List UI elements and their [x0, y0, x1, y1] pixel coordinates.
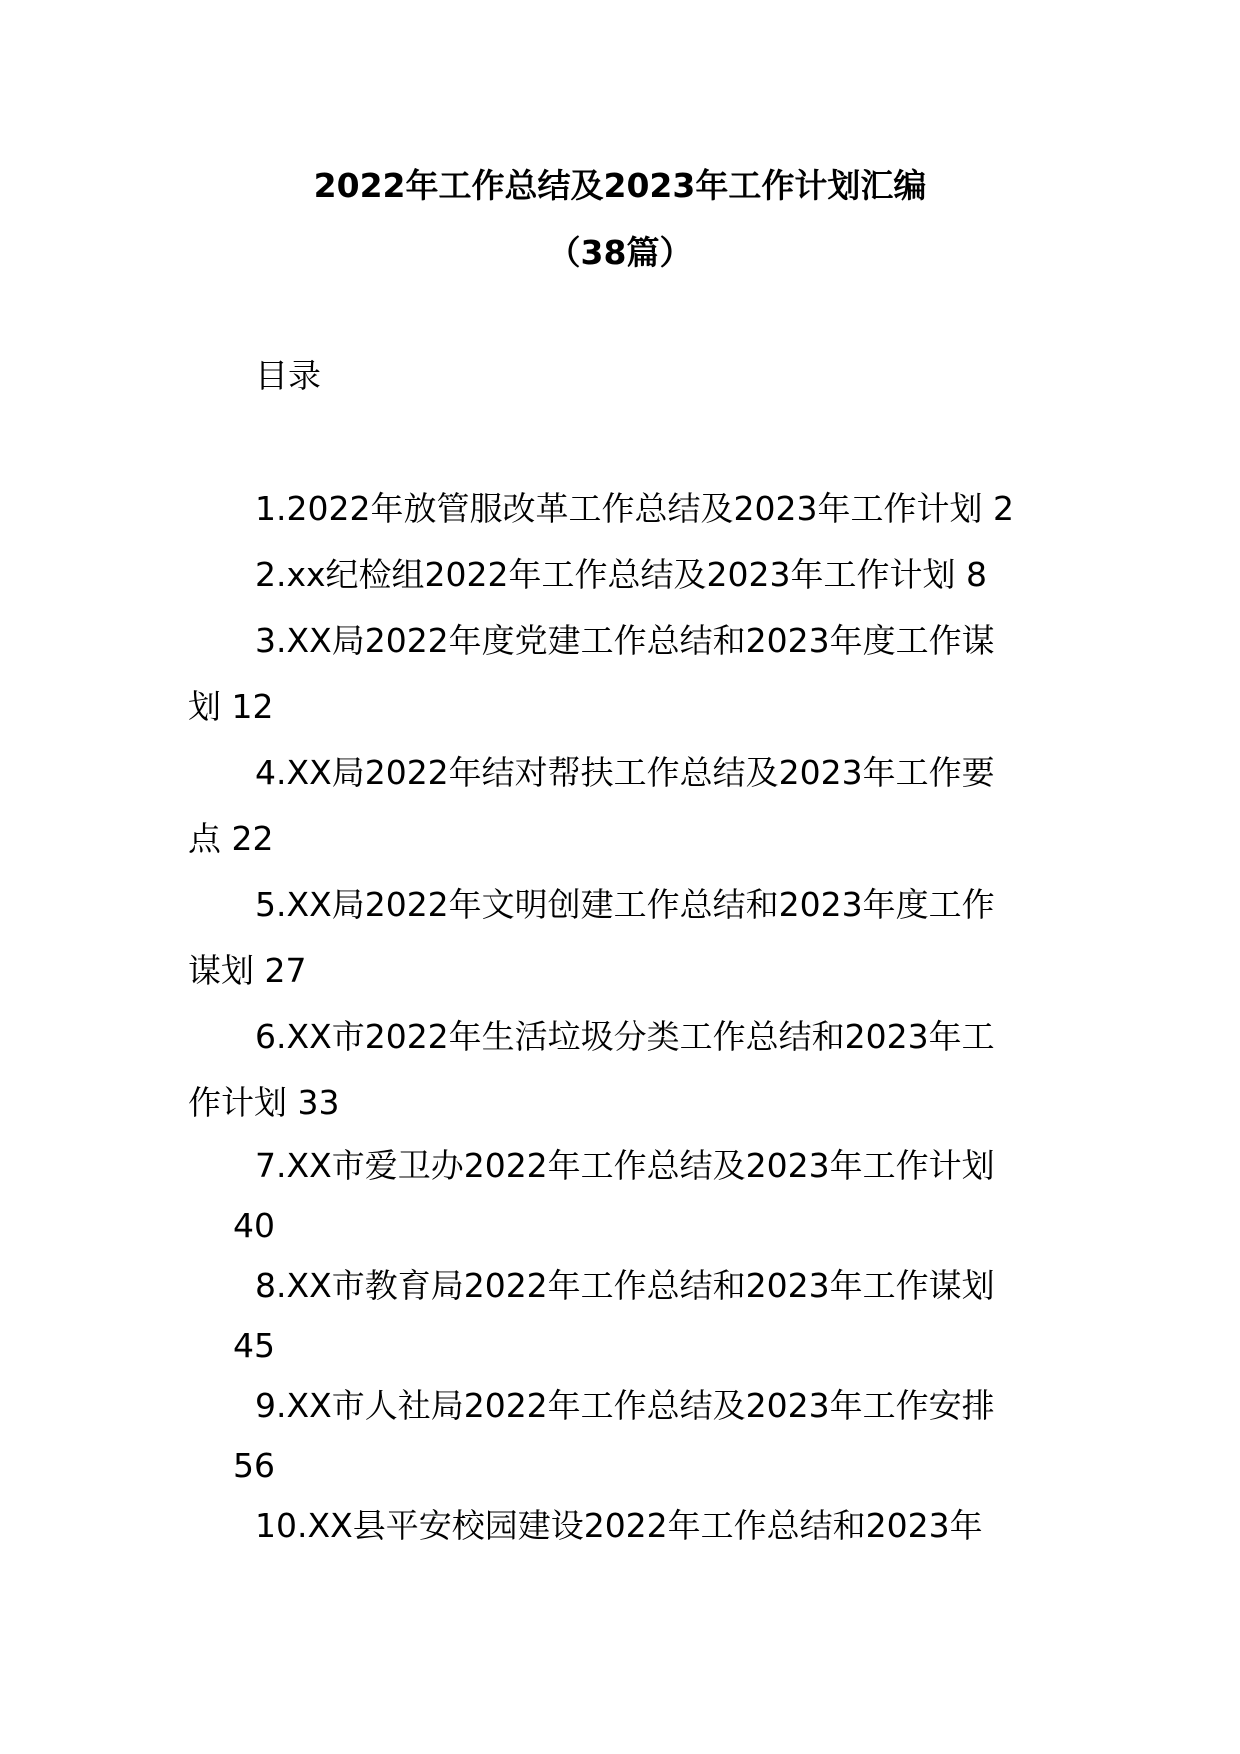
toc-entry[interactable]: [188, 740, 1050, 872]
toc-entry-line: 谋划 27: [188, 951, 307, 990]
toc-entry-line: 9.XX市人社局2022年工作总结及2023年工作安排: [255, 1386, 995, 1425]
toc-entry[interactable]: [188, 1004, 1050, 1136]
toc-entry[interactable]: [188, 608, 1050, 740]
document-subtitle: （38篇）: [547, 233, 693, 272]
toc-entry-line: 45: [233, 1326, 275, 1365]
toc-entry[interactable]: [188, 542, 1050, 608]
toc-entry[interactable]: [188, 872, 1050, 1004]
toc-entry[interactable]: [188, 1256, 1050, 1376]
toc-entry-line: 40: [233, 1206, 275, 1245]
toc-entry[interactable]: [188, 1376, 1050, 1496]
toc-entry-line: 4.XX局2022年结对帮扶工作总结及2023年工作要: [255, 753, 995, 792]
toc-entry-line: 1.2022年放管服改革工作总结及2023年工作计划 2: [255, 489, 1014, 528]
toc-entry-line: 划 12: [188, 687, 274, 726]
toc-entry-line: 7.XX市爱卫办2022年工作总结及2023年工作计划: [255, 1146, 995, 1185]
toc-entry-line: 2.xx纪检组2022年工作总结及2023年工作计划 8: [255, 555, 987, 594]
toc-heading: 目录: [255, 356, 321, 395]
toc-entry[interactable]: [188, 1496, 1050, 1556]
toc-entry-line: 3.XX局2022年度党建工作总结和2023年度工作谋: [255, 621, 995, 660]
toc-entry[interactable]: [188, 476, 1050, 542]
toc-entry-line: 8.XX市教育局2022年工作总结和2023年工作谋划: [255, 1266, 995, 1305]
toc-entry-line: 6.XX市2022年生活垃圾分类工作总结和2023年工: [255, 1017, 995, 1056]
toc-entry-line: 56: [233, 1446, 275, 1485]
toc-entry-line: 10.XX县平安校园建设2022年工作总结和2023年: [255, 1506, 983, 1545]
toc-entry-line: 作计划 33: [188, 1083, 340, 1122]
toc-list: [188, 476, 1050, 1556]
toc-entry[interactable]: [188, 1136, 1050, 1256]
toc-entry-line: 点 22: [188, 819, 274, 858]
toc-entry-line: 5.XX局2022年文明创建工作总结和2023年度工作: [255, 885, 995, 924]
document-title: 2022年工作总结及2023年工作计划汇编: [313, 166, 927, 205]
